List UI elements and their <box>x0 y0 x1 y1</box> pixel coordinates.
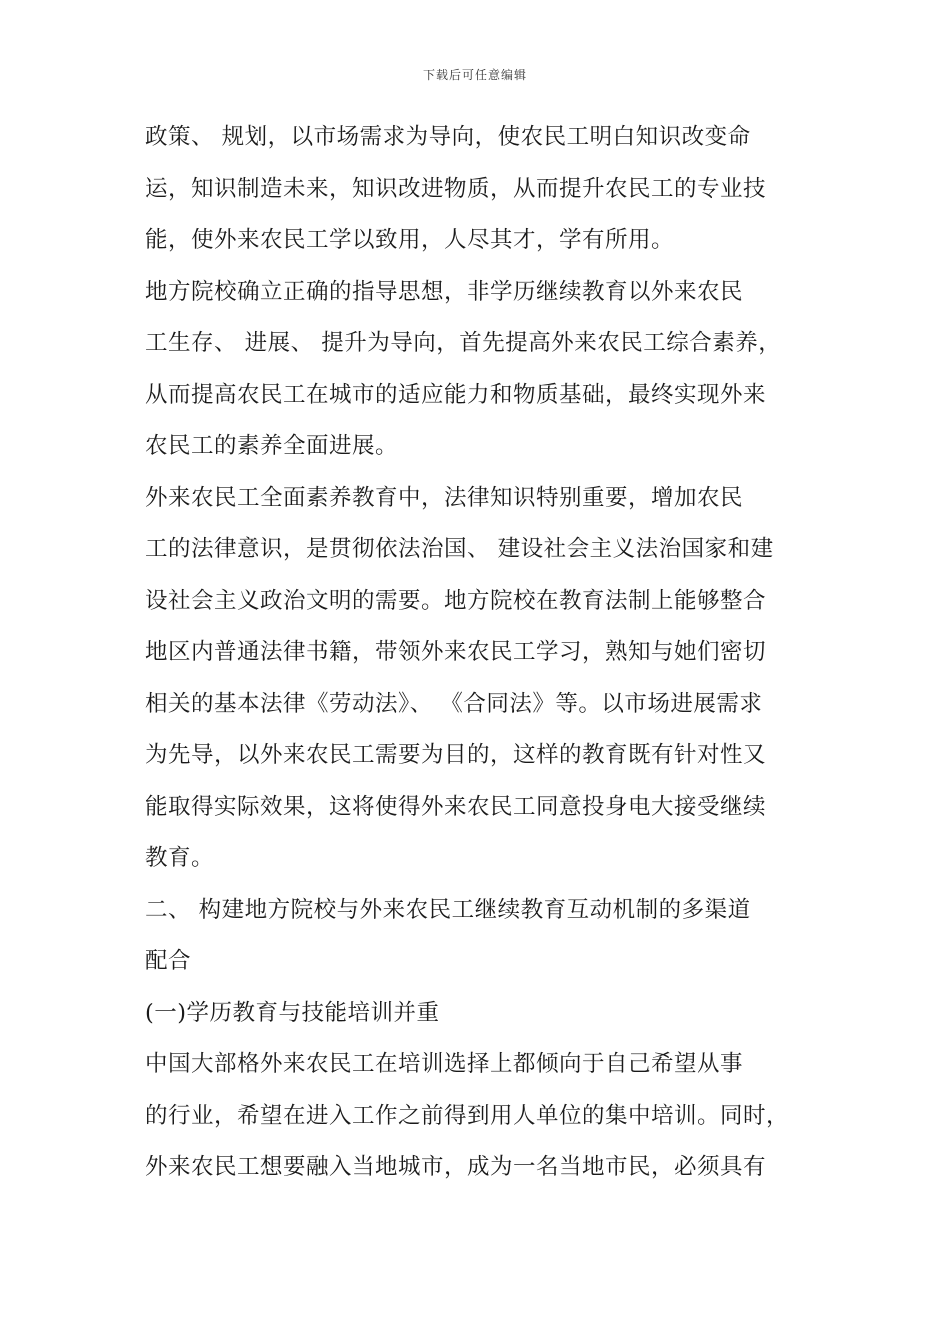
text-line: 教育。 <box>145 845 215 871</box>
section-heading-line: 配合 <box>145 948 192 974</box>
section-heading-line: 二、 构建地方院校与外来农民工继续教育互动机制的多渠道 <box>145 896 751 923</box>
text-line: 相关的基本法律《劳动法》、 《合同法》等。以市场进展需求 <box>145 690 763 717</box>
text-line: 工的法律意识，是贯彻依法治国、 建设社会主义法治国家和建 <box>145 536 774 562</box>
text-line: 农民工的素养全面进展。 <box>145 433 399 459</box>
text-line: 能，使外来农民工学以致用，人尽其才，学有所用。 <box>145 227 675 253</box>
text-line: 外来农民工想要融入当地城市，成为一名当地市民，必须具有 <box>145 1154 767 1180</box>
text-line: 的行业，希望在进入工作之前得到用人单位的集中培训。同时， <box>145 1102 790 1129</box>
page-header-note: 下载后可任意编辑 <box>422 68 527 82</box>
text-line: 运，知识制造未来，知识改进物质，从而提升农民工的专业技 <box>145 175 767 202</box>
text-line: 设社会主义政治文明的需要。地方院校在教育法制上能够整合 <box>145 587 767 614</box>
text-line: 地区内普通法律书籍，带领外来农民工学习，熟知与她们密切 <box>145 639 767 665</box>
text-line: 中国大部格外来农民工在培训选择上都倾向于自己希望从事 <box>145 1051 744 1077</box>
text-line: 外来农民工全面素养教育中，法律知识特别重要，增加农民 <box>145 484 744 511</box>
text-line: 为先导，以外来农民工需要为目的，这样的教育既有针对性又 <box>145 742 767 768</box>
document-body <box>145 112 790 1194</box>
text-line: 地方院校确立正确的指导思想，非学历继续教育以外来农民 <box>145 278 744 305</box>
text-line: 政策、 规划，以市场需求为导向，使农民工明白知识改变命 <box>145 124 751 150</box>
text-line: 工生存、 进展、 提升为导向，首先提高外来农民工综合素养， <box>145 330 782 356</box>
subsection-heading: (一)学历教育与技能培训并重 <box>145 999 440 1026</box>
text-line: 从而提高农民工在城市的适应能力和物质基础，最终实现外来 <box>145 381 767 408</box>
text-line: 能取得实际效果，这将使得外来农民工同意投身电大接受继续 <box>145 793 767 820</box>
